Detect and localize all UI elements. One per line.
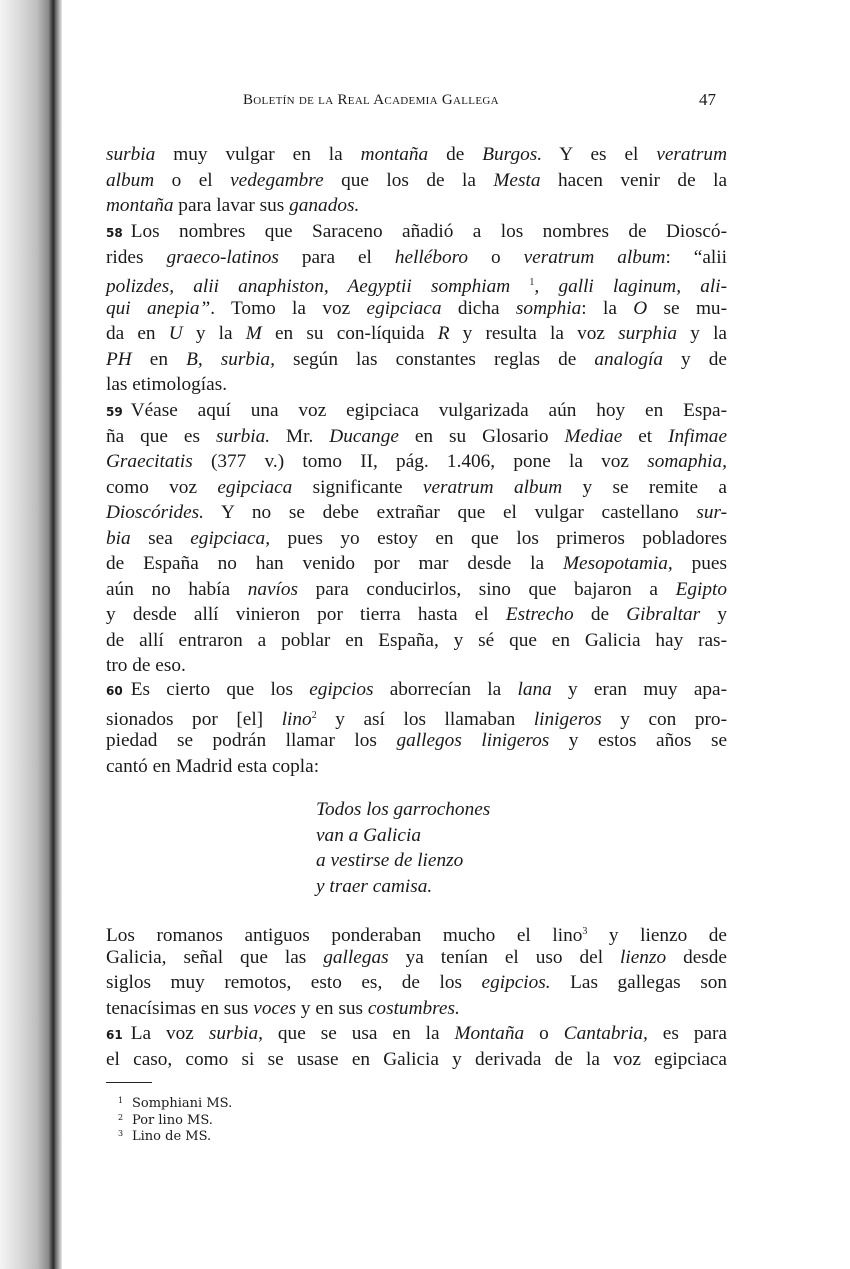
text: y lienzo de [587,925,727,946]
italic-text: gallegas [323,946,389,968]
text-line [106,142,727,168]
paragraph-61 [106,1021,727,1072]
text: de [428,144,483,165]
text: significante [292,476,423,498]
text: : “alii [665,246,727,268]
running-header: Boletín de la Real Academia Gallega [243,92,499,108]
italic-text: R [437,323,450,344]
italic-text: helléboro [394,246,469,268]
text: para conducirlos, sino que bajaron a [298,578,676,600]
text: de España no han venido por mar desde la [106,553,563,574]
text: piedad se podrán llamar los [106,730,397,751]
text-line [106,996,727,1022]
italic-text: U [168,323,183,344]
text: Y no se debe extrañar que el vulgar castellano [204,502,697,523]
text: aún no había [106,578,248,600]
italic-text: polizdes, alii anaphiston, Aegyptii somphiam [106,276,530,297]
text: que se usa en la [262,1023,455,1044]
text: La voz [130,1023,209,1044]
italic-text: Montaña [454,1023,525,1044]
paragraph-number: 59 [106,405,123,419]
italic-text: egipciaca, [190,527,271,549]
paragraph-romanos [106,919,727,1021]
text: se mu- [647,297,727,319]
italic-text: montaña [360,144,429,165]
paragraph-number: 60 [106,684,123,698]
italic-text: voces [253,997,297,1019]
text: Las gallegas son [550,972,727,993]
text: desde [666,946,727,968]
italic-text: Gibraltar [626,604,701,625]
footnotes [118,1094,232,1144]
text-line [106,970,727,996]
text-line [106,347,727,373]
italic-text: Dioscórides. [106,502,205,523]
text-line [106,677,727,703]
footnote-ref: 2 [311,709,317,721]
text-line [106,398,727,424]
text: en [131,348,187,370]
italic-text: navíos [247,578,299,600]
text-line [106,424,727,450]
text: ña que es [106,425,216,447]
italic-text: analogía [594,348,663,370]
text: aborrecían la [373,679,518,700]
text-line [106,551,727,577]
text: sionados por [el] [106,708,282,730]
text: en su Glosario [398,425,565,447]
text: y se remite a [562,476,727,498]
text: Galicia, señal que las [106,946,324,968]
text: tenacísimas en sus [106,997,254,1019]
text-line [106,1021,727,1047]
text: y [700,604,727,625]
italic-text: Mesopotamia, [562,553,673,574]
italic-text: egipciaca [366,297,442,319]
footnote-ref: 1 [529,277,535,288]
text: Es cierto que los [130,679,310,700]
italic-text: Egipto [675,578,727,600]
text-line [106,919,727,945]
text: (377 v.) tomo II, pág. 1.406, pone la voz [192,451,648,472]
italic-text: linigeros [533,708,602,730]
italic-text: gallegos linigeros [396,730,550,751]
italic-text: Ducange [329,425,399,447]
text-line [106,219,727,245]
text-line [106,449,727,475]
text: o el [154,169,231,191]
text-line [106,475,727,501]
paragraph-continuation [106,142,727,219]
footnote-rule [106,1082,152,1083]
italic-text: Graecitatis [106,451,193,472]
italic-text: M [245,323,262,344]
footnote-ref: 3 [582,926,588,937]
italic-text: ganados. [289,195,360,216]
italic-text: Mediae [564,425,623,447]
verse-copla [316,797,490,899]
italic-text: egipcios [309,679,374,700]
text-line [106,728,727,754]
italic-text: Cantabria, [563,1023,648,1044]
italic-text: surbia [106,144,156,165]
text: Y es el [542,144,657,165]
text: Los nombres que Saraceno añadió a los nombres de Dioscó- [130,221,727,242]
text-line [106,296,727,322]
text: como voz [106,476,218,498]
text: y la [182,323,246,344]
text: siglos muy remotos, esto es, de los [106,972,482,993]
italic-text: somphia [515,297,582,319]
text: tro de eso. [106,655,186,676]
text-line [106,193,727,219]
italic-text: montaña [106,195,174,216]
text: Los romanos antiguos ponderaban mucho el lino [106,925,583,946]
text: muy vulgar en la [155,144,361,165]
italic-text: veratrum [656,144,727,165]
italic-text: egipciaca [217,476,293,498]
text-line [106,1047,727,1073]
text: y de [662,348,727,370]
text: dicha [441,297,516,319]
footnote-number: 3 [118,1129,124,1138]
text: las etimologías. [106,374,228,395]
italic-text: Estrecho [505,604,574,625]
text: sea [130,527,191,549]
text-line [106,321,727,347]
footnote-number: 1 [118,1096,124,1105]
footnote-text: Lino de MS. [132,1129,212,1144]
text: en su con-líquida [261,323,438,344]
verse-line: y traer camisa. [316,875,433,897]
text: para el [278,246,395,268]
paragraph-number: 61 [106,1028,123,1042]
text: Véase aquí una voz egipciaca vulgarizada aún hoy en Espa- [130,400,727,421]
text-line [106,945,727,971]
text: de allí entraron a poblar en España, y sé que en Galicia hay ras- [106,629,727,651]
italic-text: O [633,297,648,319]
text: y en sus [296,997,368,1019]
text: ya tenían el uso del [388,946,621,968]
footnote [118,1111,232,1128]
italic-text: graeco-latinos [166,246,279,268]
italic-text: sur- [696,502,727,523]
italic-text: B, surbia, [186,348,275,370]
italic-text: veratrum album [422,476,563,498]
text-line [106,754,727,780]
italic-text: Infimae [668,425,728,447]
text: según las constantes reglas de [274,348,595,370]
text: o [468,246,524,268]
paragraph-59 [106,398,727,679]
paragraph-58 [106,219,727,398]
text-line [106,653,727,679]
italic-text: surbia, [208,1023,263,1044]
text: cantó en Madrid esta copla: [106,755,320,777]
text: y resulta la voz [449,323,619,344]
text-line [106,703,727,729]
text: de [573,604,627,625]
paragraph-number: 58 [106,226,123,240]
italic-text: Mesta [493,169,541,191]
text: y eran muy apa- [551,679,727,700]
italic-text: veratrum album [523,246,666,268]
footnote [118,1127,232,1144]
text-line [106,245,727,271]
italic-text: bia [106,527,131,549]
italic-text: , galli laginum, ali- [534,276,727,297]
italic-text: somaphia, [647,451,727,472]
text: pues [672,553,727,574]
text: da en [106,323,169,344]
text-line [106,628,727,654]
text: y la [677,323,727,344]
verse-line: van a Galicia [316,824,421,846]
italic-text: costumbres. [367,997,460,1019]
text: es para [647,1023,727,1044]
text: et [622,425,669,447]
text: y desde allí vinieron por tierra hasta el [106,604,506,625]
italic-text: vedegambre [230,169,324,191]
verse-line: a vestirse de lienzo [316,850,464,871]
text-line [106,168,727,194]
text: y estos años se [549,730,728,751]
scan-binding-edge [0,0,62,1269]
footnote [118,1094,232,1111]
text: o [524,1023,564,1044]
text: para lavar sus [173,195,290,216]
text-line [106,602,727,628]
text: . Tomo la voz [210,297,367,319]
text: rides [106,246,167,268]
italic-text: lana [517,679,552,700]
footnote-text: Por lino MS. [132,1112,213,1128]
text: hacen venir de la [540,169,727,191]
page-number: 47 [699,90,716,109]
text-line [106,372,727,398]
text: el caso, como si se usase en Galicia y derivada de la voz egipciaca [106,1048,727,1070]
italic-text: qui anepia” [106,297,211,319]
verse-line: Todos los garrochones [316,799,491,820]
italic-text: PH [106,348,132,370]
text: y con pro- [601,708,727,730]
text: y así los llamaban [316,708,534,730]
text-line [106,577,727,603]
italic-text: lino [281,708,312,730]
text-line [106,500,727,526]
italic-text: Burgos. [482,144,543,165]
footnote-text: Somphiani MS. [132,1096,233,1111]
text: Mr. [270,425,330,447]
italic-text: album [106,169,155,191]
footnote-number: 2 [118,1112,124,1122]
text-line [106,270,727,296]
paragraph-60 [106,677,727,779]
text: que los de la [323,169,494,191]
italic-text: surphia [618,323,678,344]
italic-text: egipcios. [481,972,551,993]
text: pues yo estoy en que los primeros pobladores [270,527,727,549]
italic-text: surbia. [215,425,271,447]
text: : la [581,297,634,319]
italic-text: lienzo [620,946,667,968]
text-line [106,526,727,552]
